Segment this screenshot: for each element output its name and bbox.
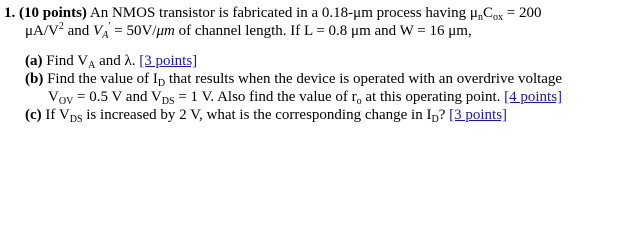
part-c-text-3: ? [438, 107, 450, 123]
cox-subscript: ox [493, 12, 503, 23]
question-line-2 [25, 22, 472, 40]
part-a-text-2: and λ. [95, 53, 140, 69]
part-b-label: (b) [25, 71, 44, 87]
vov-subscript: OV [58, 96, 74, 107]
part-b-text: Find the value of I [47, 71, 158, 87]
part-c [25, 106, 507, 124]
part-c-sub-2: D [431, 114, 439, 125]
part-b-mid: = 0.5 V and V [73, 89, 162, 105]
mobility-subscript: n [477, 12, 483, 23]
part-b-rest: = 1 V. Also find the value of r [174, 89, 357, 105]
question-number: 1. [4, 5, 16, 21]
and-text: and [63, 23, 94, 39]
part-c-label: (c) [25, 107, 42, 123]
part-b-end: at this operating point. [361, 89, 505, 105]
unit-text: μA/V [25, 23, 59, 39]
part-c-text-2: is increased by 2 V, what is the corresponding change in I [82, 107, 432, 123]
ro-subscript: o [356, 96, 362, 107]
va-prime: ′ [108, 21, 111, 32]
part-a [25, 52, 197, 70]
part-c-points-link[interactable]: [3 points] [449, 107, 508, 123]
part-a-text: Find V [46, 53, 89, 69]
part-b-points-link[interactable]: [4 points] [504, 89, 563, 105]
va-subscript: A [102, 30, 109, 41]
vov-symbol: V [48, 89, 59, 105]
part-a-points-link[interactable]: [3 points] [139, 53, 198, 69]
part-b-text-2: that results when the device is operated with an overdrive voltage [165, 71, 563, 87]
question-points: (10 points) [19, 5, 87, 21]
part-a-label: (a) [25, 53, 43, 69]
vds-subscript: DS [161, 96, 175, 107]
part-b-sub: D [157, 78, 166, 89]
va-unit: μm [156, 23, 175, 39]
part-c-sub: DS [69, 114, 83, 125]
question-text: An NMOS transistor is fabricated in a 0.18-μm process having μ [89, 5, 478, 21]
part-b-line-2 [48, 88, 562, 106]
va-equals: = 50V/ [110, 23, 157, 39]
question-line-2-rest: of channel length. If L = 0.8 μm and W = 16 μm, [174, 23, 472, 39]
va-symbol: V [93, 23, 103, 39]
question-line-1 [4, 4, 541, 22]
part-c-text: If V [45, 107, 70, 123]
cox-symbol: C [482, 5, 493, 21]
unit-superscript: 2 [58, 21, 64, 32]
question-text-end: = 200 [503, 5, 542, 21]
part-b [25, 70, 562, 88]
part-a-sub: A [88, 60, 96, 71]
